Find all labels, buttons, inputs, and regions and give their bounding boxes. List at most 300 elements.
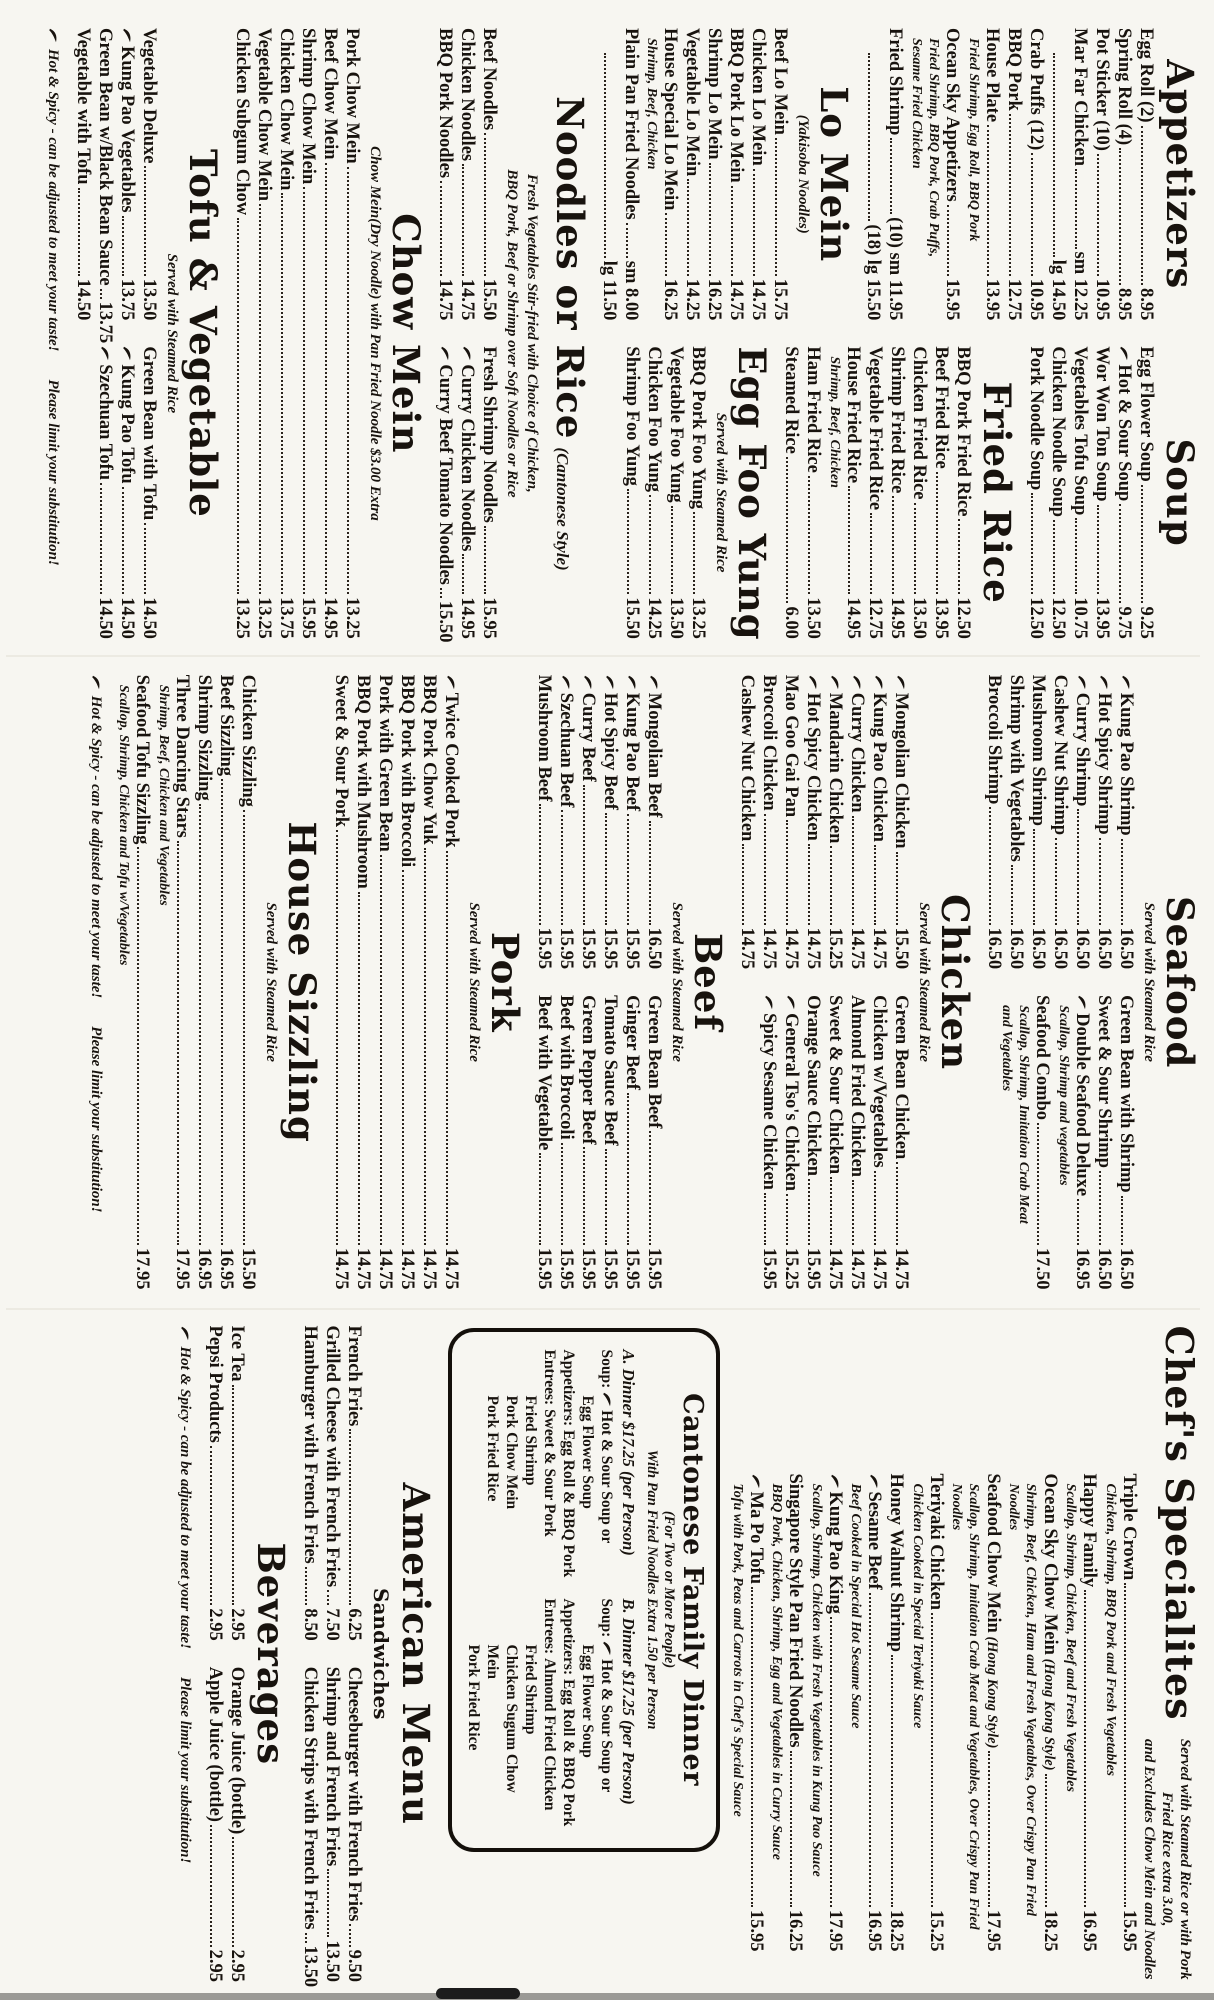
item-name: Beef Fried Rice (931, 346, 951, 469)
item-name: Almond Fried Chicken (847, 995, 867, 1178)
item-price: lg 14.50 (1048, 259, 1068, 321)
dotted-leader (604, 53, 606, 258)
item-list (1025, 346, 1157, 638)
item-price: 16.95 (194, 1247, 214, 1290)
item-price: 13.25 (254, 597, 274, 639)
menu-item-row (824, 995, 846, 1289)
item-name: Egg Roll (2) (1136, 28, 1156, 123)
item-name: Beef Noodles (479, 28, 499, 131)
dotted-leader (1077, 1199, 1079, 1245)
item-price: 14.95 (843, 597, 863, 639)
menu-item-row (1047, 346, 1069, 638)
item-description: Tofu with Pork, Peas and Carrots in Chef's Special Sauce (730, 1483, 745, 1817)
item-price: 9.50 (344, 1949, 365, 1983)
menu-item-row (1135, 346, 1157, 638)
dotted-leader (221, 779, 223, 1245)
dotted-leader (808, 1179, 810, 1245)
item-price: 15.95 (479, 597, 499, 639)
spicy-icon (896, 675, 906, 690)
dotted-leader (583, 1147, 585, 1244)
item-name-note: (Hong Kong Style) (984, 1632, 1000, 1749)
item-name: Seafood Combo (1032, 995, 1053, 1121)
section-noodles-or-rice (434, 28, 592, 643)
item-name: Hot Spicy Beef (600, 692, 620, 810)
section-desc (1140, 1737, 1200, 1982)
item-name: Chicken Lo Mein (748, 28, 769, 166)
item-price: 14.75 (825, 1247, 845, 1290)
dotted-leader (1055, 838, 1057, 924)
menu-item-row (868, 995, 890, 1289)
menu-item-row (864, 1474, 886, 1952)
dotted-leader (786, 820, 788, 924)
item-name: Beef with Broccoli (556, 995, 576, 1140)
menu-item-row (824, 675, 846, 969)
item-price: 16.95 (1072, 1247, 1092, 1290)
item-name: Chicken Fried Rice (909, 346, 929, 500)
menu-item-row (193, 675, 215, 1290)
item-price: 14.75 (847, 1247, 867, 1290)
item-list (300, 1326, 366, 1641)
item-name: Apple Juice (bottle) (205, 1666, 226, 1822)
item-price: 12.50 (1048, 597, 1068, 639)
spicy-icon (583, 675, 593, 690)
footnote-text: Please limit your substitution! (177, 1677, 194, 1864)
spicy-icon (808, 675, 818, 690)
item-name: Mar Far Chicken (1070, 28, 1090, 167)
item-price: 13.50 (139, 278, 159, 321)
menu-item-row (577, 995, 599, 1289)
spicy-icon (649, 675, 659, 690)
dinner-soup-line (598, 1599, 617, 1830)
item-price: 14.95 (457, 597, 477, 639)
item-name: BBQ Pork (1004, 28, 1024, 111)
panel-right (6, 1310, 1200, 1996)
dotted-leader (830, 1617, 832, 1907)
item-name: Hot & Sour Soup (1114, 364, 1134, 502)
item-price: 13.50 (666, 597, 687, 639)
dotted-leader (1053, 53, 1055, 257)
spicy-icon (100, 346, 110, 361)
dotted-leader (1099, 1171, 1101, 1245)
item-name: Green Bean Beef (644, 995, 664, 1129)
item-name: French Fries (344, 1325, 365, 1427)
menu-item-row (1032, 995, 1054, 1289)
menu-item-row (643, 995, 665, 1289)
menu-item-row (533, 675, 555, 969)
hot-spicy-footnote (87, 675, 105, 1290)
dotted-leader (874, 1171, 876, 1245)
item-price: 14.75 (457, 278, 477, 321)
item-list (205, 1667, 249, 1982)
item-price: 9.75 (1114, 606, 1134, 639)
family-dinner-columns (465, 1350, 639, 1830)
dotted-leader (199, 804, 201, 1245)
menu-item-row (231, 28, 253, 639)
item-price: 14.50 (117, 597, 137, 639)
section-title: Beef (686, 933, 730, 1032)
dotted-leader (605, 1149, 607, 1245)
item-price: 10.95 (1092, 278, 1112, 321)
cantonese-family-dinner-box (449, 1328, 721, 1852)
item-list (622, 346, 710, 638)
spicy-icon (1077, 675, 1087, 690)
family-dinner-title: Cantonese Family Dinner (677, 1393, 709, 1786)
item-price: 13.95 (1092, 597, 1112, 639)
item-price: 13.75 (95, 301, 115, 344)
dotted-leader (336, 830, 338, 1245)
dinner-soup-value: Hot & Sour Soup or (598, 1410, 616, 1544)
dinner-soup-label: Soup: (598, 1349, 616, 1393)
dotted-leader (328, 1590, 330, 1605)
item-list (736, 995, 912, 1289)
dotted-leader (325, 163, 327, 595)
item-name: Steamed Rice (781, 346, 802, 454)
item-name-note: (Hong Kong Style) (1041, 1654, 1057, 1771)
item-name: Ham Fried Rice (803, 346, 824, 473)
section-appetizers (863, 28, 1201, 320)
item-price: 14.75 (419, 1247, 439, 1290)
dotted-leader (328, 1869, 330, 1937)
item-description: Scallop, Shrimp, Imitation Crab Meat (1016, 1005, 1032, 1224)
item-name: Szechuan Beef (556, 692, 576, 808)
section-title: Lo Mein (812, 86, 857, 263)
item-name: Sweet & Sour Pork (331, 674, 351, 828)
item-price: 16.50 (1050, 927, 1070, 970)
item-name: Happy Family (1079, 1473, 1100, 1588)
item-name: BBQ Pork Lo Mein (726, 28, 747, 183)
item-description: Shrimp, Beef, Chicken, Ham and Fresh Vegetables, Over Crispy Pan Fried Noodles (1006, 1483, 1038, 1916)
item-name: Green Bean w/Black Bean Sauce (95, 28, 115, 286)
section-subtitle: (Yakisoba Noodles) (795, 114, 812, 234)
menu-item-row (205, 1667, 227, 1982)
item-name: Vegetable Fried Rice (865, 346, 885, 511)
dotted-leader (440, 181, 442, 276)
dinner-soup-line (598, 1350, 617, 1581)
section-subtitle: Sandwiches (369, 1588, 394, 1720)
item-name: Chicken w/Vegetables (869, 995, 889, 1168)
dotted-leader (259, 204, 261, 594)
dotted-leader (358, 892, 360, 1245)
item-price: 15.95 (578, 1247, 598, 1290)
hot-spicy-footnote (177, 1326, 195, 1982)
menu-item-row (660, 28, 682, 320)
item-name: Twice Cooked Pork (441, 692, 461, 848)
item-name: Ma Po Tofu (746, 1491, 766, 1585)
dotted-leader (870, 513, 872, 594)
item-price: 13.25 (342, 597, 362, 639)
menu-item-row (745, 1474, 767, 1952)
dotted-leader (561, 1143, 563, 1245)
item-name: Green Bean Chicken (891, 995, 911, 1160)
item-price: 15.95 (600, 927, 620, 970)
item-list (205, 1326, 249, 1641)
item-description: BBQ Pork, Chicken, Shrimp, Egg and Vegetables in Curry Sauce (769, 1483, 785, 1861)
dotted-leader (628, 489, 630, 594)
item-price: 6.25 (344, 1608, 365, 1641)
item-list (115, 675, 259, 1290)
item-price: 9.25 (1136, 606, 1156, 639)
menu-item-row (374, 675, 396, 1290)
item-name: Kung Pao Shrimp (1116, 692, 1136, 836)
item-name: Cashew Nut Chicken (737, 674, 757, 842)
dotted-leader (732, 186, 734, 276)
item-name: Vegetable Foo Yung (666, 346, 687, 503)
menu-item-row (802, 995, 824, 1289)
dotted-leader (754, 169, 756, 276)
item-price: sm 12.25 (1070, 251, 1090, 321)
dotted-leader (1097, 505, 1099, 595)
menu-item-row (341, 28, 363, 639)
dotted-leader (710, 163, 712, 276)
item-price: 12.75 (865, 597, 885, 639)
item-price: 12.50 (1026, 597, 1046, 639)
item-name: Egg Flower Soup (1136, 346, 1156, 482)
menu-item-row (1025, 346, 1047, 638)
menu-item-row (300, 1326, 322, 1641)
dotted-leader (1075, 518, 1077, 594)
item-name: Pot Sticker (10) (1092, 28, 1112, 151)
dotted-leader (808, 844, 810, 925)
menu-item-row (456, 346, 478, 638)
menu-item-row (227, 1326, 249, 1641)
spicy-icon (48, 28, 58, 43)
item-name: Shrimp Chow Mein (298, 28, 318, 185)
menu-item-row (132, 675, 154, 1290)
section-desc-line: and Excludes Chow Mein and Noodles (1141, 1739, 1157, 1980)
spicy-icon (874, 675, 884, 690)
item-price: lg 11.50 (599, 260, 619, 321)
dotted-leader (958, 519, 960, 594)
item-name: Sweet & Sour Chicken (825, 995, 845, 1175)
item-price: 10.95 (1026, 278, 1046, 321)
menu-item-row (1071, 675, 1093, 969)
menu-item-row (253, 28, 275, 639)
item-price: 15.95 (600, 1247, 620, 1290)
dotted-leader (786, 1194, 788, 1245)
item-description: Fried Shrimp, Egg Roll, BBQ Pork (966, 38, 981, 242)
dinner-entree-line: Pork Fried Rice (484, 1395, 502, 1502)
item-description: Chicken Cooked in Special Teriyaki Sauce (910, 1483, 925, 1729)
item-price: 15.75 (770, 278, 791, 321)
dotted-leader (1077, 809, 1079, 924)
item-price: 15.95 (644, 1247, 664, 1290)
item-description: Scallop, Shrimp and vegetables (1056, 1005, 1071, 1186)
item-description: Scallop, Shrimp, Chicken and Tofu w/Vegetables (116, 684, 132, 966)
spicy-icon (446, 675, 456, 690)
item-name: Chicken Noodles (457, 28, 477, 162)
item-name: Shrimp Sizzling (194, 674, 214, 801)
dotted-leader (852, 1180, 854, 1245)
dotted-leader (583, 785, 585, 925)
item-price: 15.95 (803, 1247, 823, 1290)
dotted-leader (303, 187, 305, 594)
dinner-soup-alt: Egg Flower Soup (579, 1395, 597, 1509)
spicy-icon (602, 1392, 612, 1407)
dotted-leader (764, 1193, 766, 1245)
item-price: 16.25 (660, 278, 681, 321)
item-price: 16.50 (1094, 927, 1114, 970)
spicy-icon (1119, 346, 1129, 361)
section-subtitle: Served with Steamed Rice (263, 902, 279, 1062)
item-name: Curry Shrimp (1072, 692, 1092, 807)
item-price: 17.95 (172, 1247, 192, 1290)
dotted-leader (440, 588, 442, 598)
panel-middle (6, 655, 1200, 1310)
item-price: 14.50 (95, 597, 115, 639)
item-name: Cheeseburger with French Fries (344, 1666, 365, 1922)
section-beef (533, 675, 728, 1290)
item-price: 14.75 (397, 1247, 417, 1290)
dotted-leader (561, 810, 563, 924)
dotted-leader (424, 848, 426, 1245)
menu-item-row (344, 1326, 366, 1641)
menu-item-row (620, 28, 642, 320)
dotted-leader (776, 138, 778, 276)
item-name: Shrimp with Vegetables (1006, 674, 1026, 862)
item-name: Mushroom Shrimp (1028, 674, 1048, 827)
item-price: 15.50 (479, 278, 499, 321)
item-price: 13.75 (276, 597, 296, 639)
item-price: 12.75 (1004, 278, 1024, 321)
item-name: Ocean Sky Appetizers (942, 28, 963, 202)
item-price: 15.95 (1119, 1909, 1139, 1952)
dotted-leader (402, 870, 404, 1245)
dotted-leader (751, 1587, 753, 1907)
item-name: BBQ Pork Fried Rice (953, 346, 973, 517)
item-price: 16.50 (1116, 1247, 1136, 1290)
item-price: 16.25 (785, 1909, 806, 1952)
item-price: 2.95 (205, 1608, 226, 1641)
item-name: Spicy Sesame Chicken (759, 1013, 779, 1190)
item-price: 13.25 (688, 597, 709, 639)
item-price: 15.25 (926, 1909, 946, 1952)
menu-item-row (1093, 995, 1115, 1289)
item-price: 16.50 (984, 927, 1004, 970)
item-name: Chicken Foo Yung (644, 346, 665, 493)
item-name: Sesame Beef (864, 1491, 885, 1590)
item-price: 13.25 (232, 597, 252, 639)
item-price: 14.75 (891, 1247, 911, 1290)
menu-item-row (666, 346, 688, 638)
item-description: Chicken, Shrimp, BBQ Pork and Fresh Vegetables (1103, 1483, 1118, 1777)
item-name: Tomato Sauce Beef (600, 995, 620, 1146)
section-subtitle: Chow Mein(Dry Noodle) with Pan Fried Noodle $3.00 Extra (367, 146, 383, 521)
dotted-leader (948, 205, 950, 276)
item-name: Chicken Strips with French Fries (300, 1666, 321, 1930)
item-price: 16.50 (644, 927, 664, 970)
item-price: 16.95 (216, 1247, 236, 1290)
dotted-leader (891, 138, 893, 214)
section-title: Fried Rice (975, 381, 1019, 604)
section-chefs-specialites (729, 1326, 1201, 1982)
item-description: Shrimp, Beef, Chicken and Vegetables (156, 684, 171, 906)
section-title: Egg Foo Yung (730, 346, 775, 641)
spicy-icon (751, 1474, 761, 1489)
menu-item-row (330, 675, 352, 1290)
dotted-leader (100, 289, 102, 299)
item-name: Vegetable with Tofu (73, 28, 93, 185)
menu-item-row (621, 995, 643, 1289)
menu-item-row (983, 675, 1005, 969)
menu-item-row (1069, 346, 1091, 638)
item-name: Ginger Beef (622, 995, 642, 1090)
item-name: House Plate (982, 28, 1002, 123)
menu-item-row (322, 1326, 344, 1641)
item-price: 8.95 (1136, 288, 1156, 321)
item-name: Fried Shrimp (885, 28, 906, 136)
item-description: and Vegetables (999, 1005, 1014, 1092)
menu-item-row (205, 1326, 227, 1641)
menu-item-row (688, 346, 710, 638)
dotted-leader (1124, 1583, 1126, 1907)
menu-item-row (237, 675, 259, 1290)
section-subtitle: Served with Steamed Rice (669, 902, 685, 1062)
menu-item-row (555, 995, 577, 1289)
section-fried-rice (781, 346, 1018, 638)
menu-item-row (555, 675, 577, 969)
item-name: Beef with Vegetable (534, 995, 554, 1151)
dotted-leader (306, 1933, 308, 1943)
item-name: Seafood Chow Mein (Hong Kong Style) (983, 1473, 1003, 1749)
section-subtitle: Served with Steamed Rice (916, 902, 932, 1062)
dotted-leader (211, 1446, 213, 1606)
menu-item-row (890, 675, 912, 969)
item-name: Chicken Chow Mein (276, 28, 296, 191)
spicy-icon (1077, 995, 1087, 1010)
dotted-leader (742, 844, 744, 924)
dotted-leader (100, 483, 102, 594)
section-chicken (736, 675, 975, 1290)
section-subtitle: Served with Steamed Rice (164, 253, 180, 414)
item-name: Teriyaki Chicken (926, 1473, 946, 1611)
item-description: Shrimp, Beef, Chicken (827, 356, 842, 488)
item-name: Orange Juice (bottle) (227, 1666, 248, 1835)
dinner-b-column (465, 1599, 639, 1830)
spicy-icon (830, 675, 840, 690)
menu-item-row (599, 995, 621, 1289)
item-list (231, 28, 363, 639)
menu-item-row (275, 28, 297, 639)
spicy-icon (830, 1474, 840, 1489)
dotted-leader (892, 496, 894, 594)
item-name: Kung Pao Vegetables (117, 46, 137, 213)
item-price: 15.95 (622, 1247, 642, 1290)
menu-item-row (533, 995, 555, 1289)
item-name: Kung Pao Beef (622, 692, 642, 811)
item-name: Curry Chicken Noodles (457, 364, 477, 552)
dotted-leader (1119, 148, 1121, 285)
item-name: Chicken Subgum Chow (232, 28, 252, 216)
dotted-leader (1141, 126, 1143, 285)
dinner-appetizers-line: Appetizers: Egg Roll & BBQ Pork (560, 1349, 578, 1578)
menu-item-row (94, 28, 116, 344)
menu-item-row (1079, 1474, 1101, 1952)
item-name: Shrimp Fried Rice (887, 346, 907, 494)
menu-item-row (297, 28, 319, 639)
item-price: 13.50 (909, 597, 929, 639)
dotted-leader (1121, 839, 1123, 925)
section-subtitle: Served with Steamed Rice (1141, 902, 1157, 1062)
section-desc: BBQ Pork, Beef or Shrimp over Soft Noodles or Rice (504, 169, 520, 498)
column-soup-rice-fooyung (590, 346, 1202, 641)
dotted-leader (350, 1429, 352, 1605)
spicy-icon (852, 675, 862, 690)
dotted-leader (870, 1593, 872, 1907)
item-price: 16.50 (1028, 927, 1048, 970)
item-name: Kung Pao King (825, 1491, 845, 1614)
menu-item-row (1113, 346, 1135, 638)
menu-item-row-continued (863, 50, 885, 320)
